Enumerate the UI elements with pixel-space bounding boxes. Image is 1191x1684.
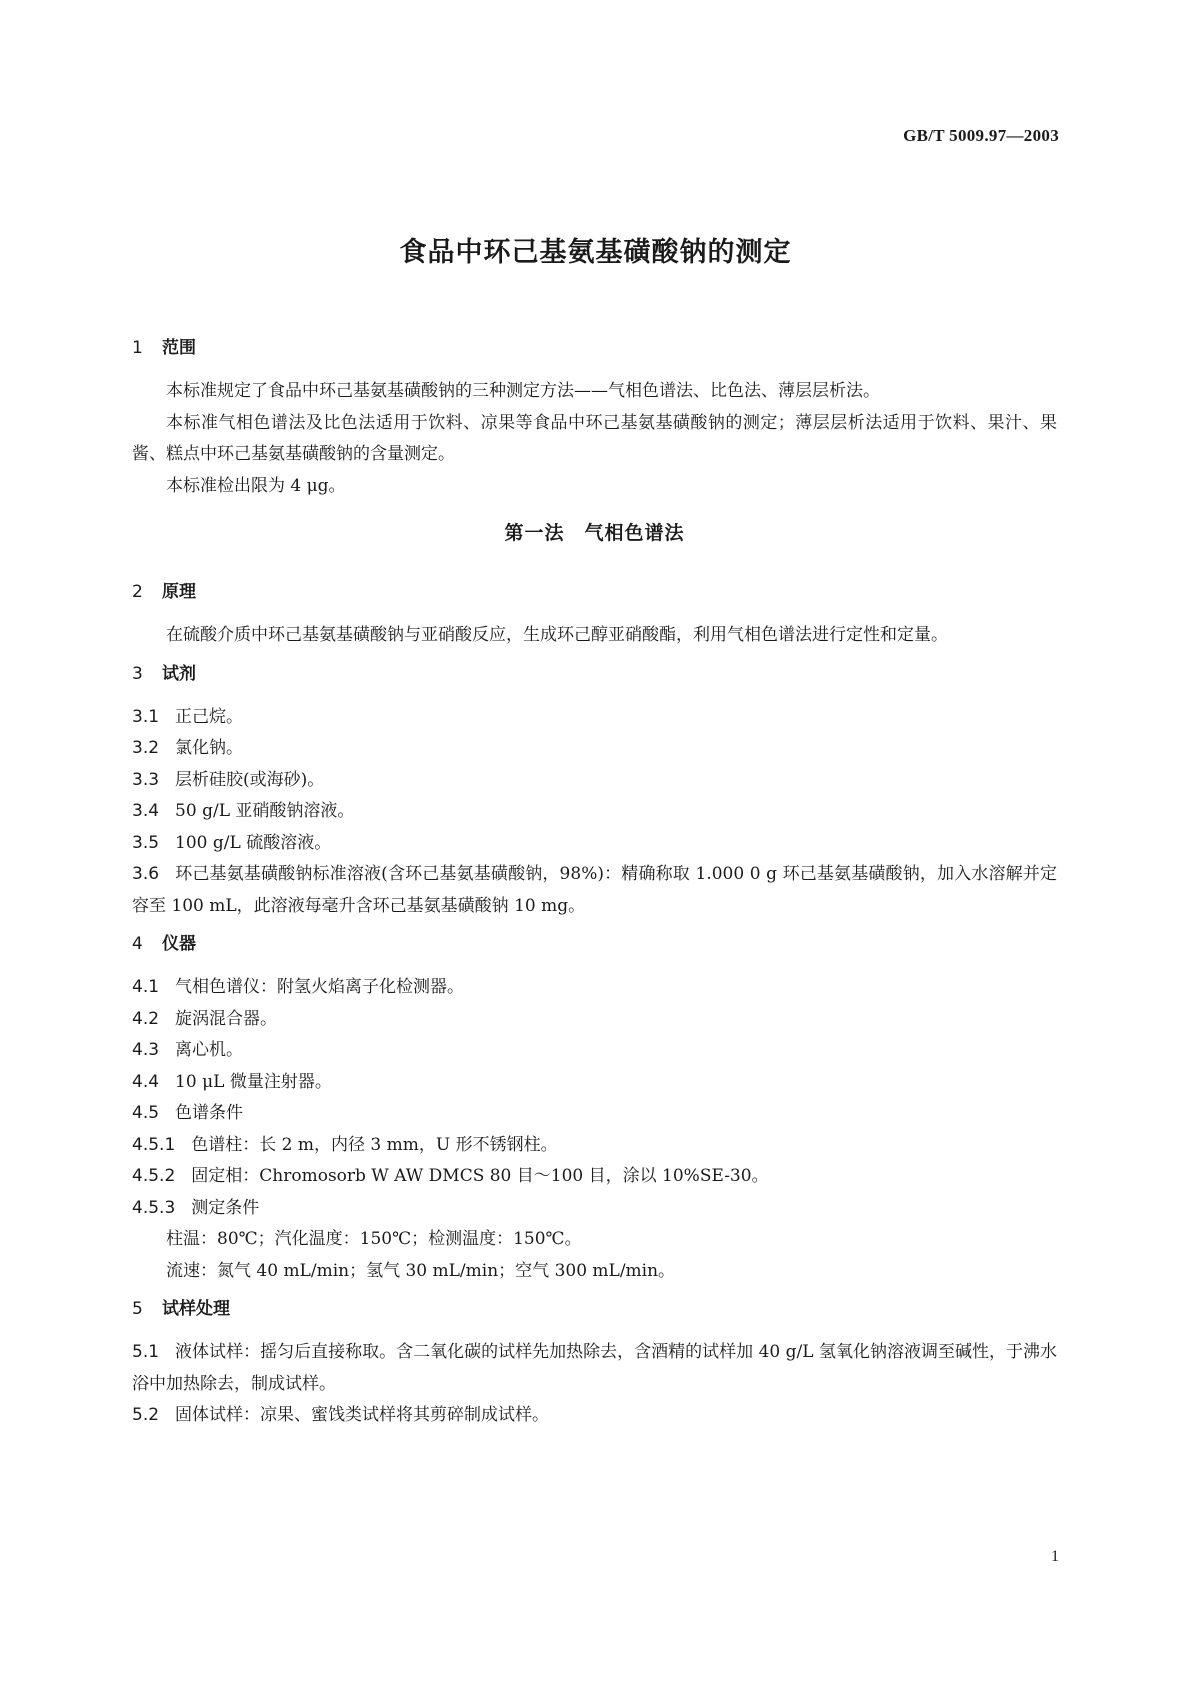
apparatus-item: 4.5 色谱条件 <box>132 1103 244 1123</box>
scope-paragraph-1: 本标准规定了食品中环己基氨基磺酸钠的三种测定方法——气相色谱法、比色法、薄层层析法。 <box>166 381 880 401</box>
reagent-item: 3.5 100 g/L 硫酸溶液。 <box>132 832 332 853</box>
reagent-item: 3.2 氯化钠。 <box>132 738 244 758</box>
section-title: 范围 <box>162 338 196 358</box>
sample-item: 5.2 固体试样：凉果、蜜饯类试样将其剪碎制成试样。 <box>132 1405 550 1425</box>
method-1-title: 第一法 气相色谱法 <box>504 522 685 544</box>
section-number: 5 <box>132 1299 143 1319</box>
condition-flow-rate: 流速：氮气 40 mL/min；氢气 30 mL/min；空气 300 mL/min。 <box>166 1260 676 1281</box>
reagent-item: 3.4 50 g/L 亚硝酸钠溶液。 <box>132 801 355 821</box>
scope-paragraph-3: 本标准检出限为 4 μg。 <box>166 475 346 496</box>
section-1-heading <box>132 336 1057 360</box>
section-number: 4 <box>132 934 143 954</box>
sample-item: 5.1 液体试样：摇匀后直接称取。含二氧化碳的试样先加热除去，含酒精的试样加 40 g/L 氢氧化钠溶液调至碱性，于沸水浴中加热除去，制成试样。 <box>132 1342 1057 1394</box>
apparatus-item: 4.5.3 测定条件 <box>132 1197 260 1218</box>
apparatus-item: 4.4 10 μL 微量注射器。 <box>132 1071 332 1092</box>
document-title: 食品中环己基氨基磺酸钠的测定 <box>399 237 792 268</box>
section-number: 1 <box>132 338 143 358</box>
apparatus-item: 4.5.2 固定相：Chromosorb W AW DMCS 80 目～100 目，涂以 10%SE-30。 <box>132 1166 769 1186</box>
reagent-item: 3.6 环己基氨基磺酸钠标准溶液(含环己基氨基磺酸钠，98%)：精确称取 1.000 0 g 环己基氨基磺酸钠，加入水溶解并定容至 100 mL，此溶液每毫升含环己基氨基磺酸钠 10 mg。 <box>132 864 1057 916</box>
page-number: 1 <box>1051 1548 1059 1565</box>
section-number: 3 <box>132 663 143 684</box>
apparatus-item: 4.5.1 色谱柱：长 2 m，内径 3 mm，U 形不锈钢柱。 <box>132 1134 558 1155</box>
reagent-item: 3.1 正己烷。 <box>132 706 244 727</box>
document-body <box>132 336 1057 1432</box>
section-title: 原理 <box>162 582 196 602</box>
section-5-heading <box>132 1297 1057 1321</box>
section-2-heading <box>132 580 1057 604</box>
standard-code: GB/T 5009.97—2003 <box>903 126 1059 145</box>
section-title: 仪器 <box>162 934 196 954</box>
section-title: 试剂 <box>162 663 196 684</box>
apparatus-item: 4.3 离心机。 <box>132 1040 244 1060</box>
scope-paragraph-2: 本标准气相色谱法及比色法适用于饮料、凉果等食品中环己基氨基磺酸钠的测定；薄层层析法适用于饮料、果汁、果酱、糕点中环己基氨基磺酸钠的含量测定。 <box>132 412 1057 464</box>
section-title: 试样处理 <box>162 1299 230 1319</box>
reagent-item: 3.3 层析硅胶(或海砂)。 <box>132 769 325 790</box>
section-3-heading <box>132 662 1057 686</box>
condition-temperature: 柱温：80℃；汽化温度：150℃；检测温度：150℃。 <box>166 1229 582 1249</box>
apparatus-item: 4.2 旋涡混合器。 <box>132 1008 278 1029</box>
principle-paragraph: 在硫酸介质中环己基氨基磺酸钠与亚硝酸反应，生成环己醇亚硝酸酯，利用气相色谱法进行定性和定量。 <box>166 625 948 645</box>
section-number: 2 <box>132 582 143 602</box>
apparatus-item: 4.1 气相色谱仪：附氢火焰离子化检测器。 <box>132 977 465 997</box>
section-4-heading <box>132 932 1057 956</box>
